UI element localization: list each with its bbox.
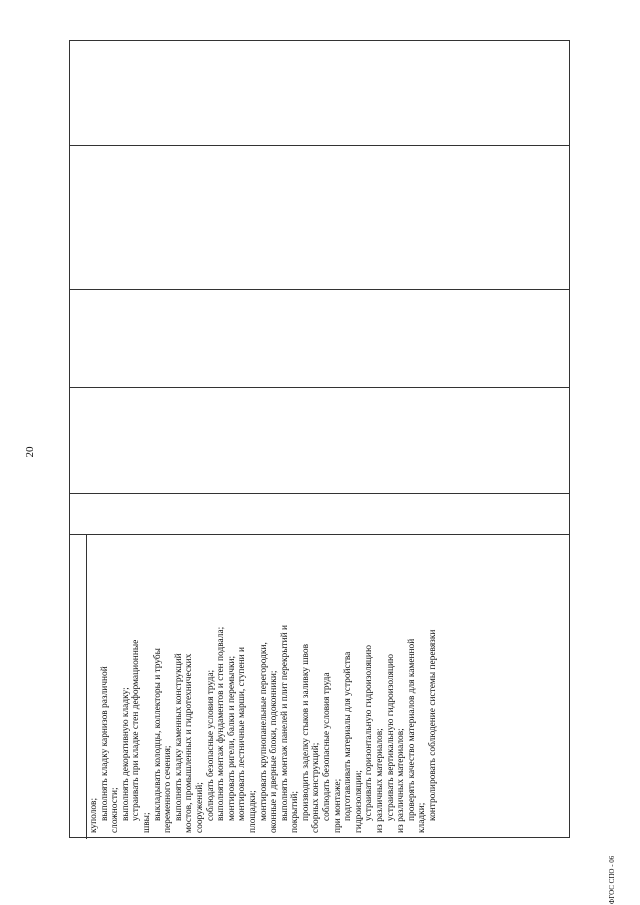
text-line: оконные и дверные блоки, подоконники; (269, 670, 280, 833)
text-line: при монтаже; (332, 778, 343, 833)
text-line: проверять качество материалов для каменной (406, 638, 417, 821)
page-number: 20 (24, 446, 36, 458)
text-line: выполнять монтаж фундаментов и стен подвала; (216, 626, 227, 821)
table-divider (70, 387, 569, 388)
text-line: устраивать горизонтальную гидроизоляцию (364, 645, 375, 821)
text-line: переменного сечения; (163, 745, 174, 833)
text-line: выполнять кладку каменных конструкций (173, 653, 184, 821)
text-line: соблюдать безопасные условия труда (322, 672, 333, 821)
text-line: выполнять кладку карнизов различной (99, 666, 110, 821)
table-divider (70, 145, 569, 146)
text-line: выкладывать колодцы, коллекторы и трубы (152, 648, 163, 821)
text-line: покрытий; (290, 791, 301, 833)
text-line: куполов; (89, 797, 99, 833)
skills-text-cell (87, 534, 571, 837)
text-line: сборных конструкций; (311, 742, 322, 833)
text-line: контролировать соблюдение системы перевязки (428, 629, 438, 821)
text-line: монтировать лестничные марши, ступени и (237, 646, 248, 821)
text-line: производить заделку стыков и заливку швов (300, 644, 311, 821)
text-line: монтировать крупнопанельные перегородки, (258, 642, 269, 821)
text-line: сооружений; (194, 782, 205, 833)
text-line: монтировать ригели, балки и перемычки; (226, 655, 237, 821)
text-line: из различных материалов; (375, 728, 386, 833)
text-line: устраивать вертикальную гидроизоляцию (385, 653, 396, 821)
text-line: площадки; (247, 790, 258, 833)
text-line: кладки; (417, 802, 428, 833)
text-line: из различных материалов; (396, 728, 407, 833)
text-line: выполнять декоративную кладку; (120, 687, 131, 821)
text-line: соблюдать безопасные условия труда; (205, 669, 216, 821)
footer-label: ФГОС СПО - 06 (608, 855, 616, 905)
text-line: мостов, промышленных и гидротехнических (184, 653, 195, 833)
table-divider (70, 289, 569, 290)
text-line: гидроизоляции; (353, 770, 364, 833)
text-line: сложности; (110, 787, 121, 833)
text-line: подготавливать материалы для устройства (343, 651, 354, 821)
table-divider (70, 493, 569, 494)
text-line: швы; (141, 812, 152, 833)
text-line: выполнять монтаж панелей и плит перекрытий и (279, 625, 290, 821)
skills-text (87, 534, 571, 837)
text-line: устраивать при кладке стен деформационные (131, 639, 142, 821)
competency-table (69, 40, 570, 838)
